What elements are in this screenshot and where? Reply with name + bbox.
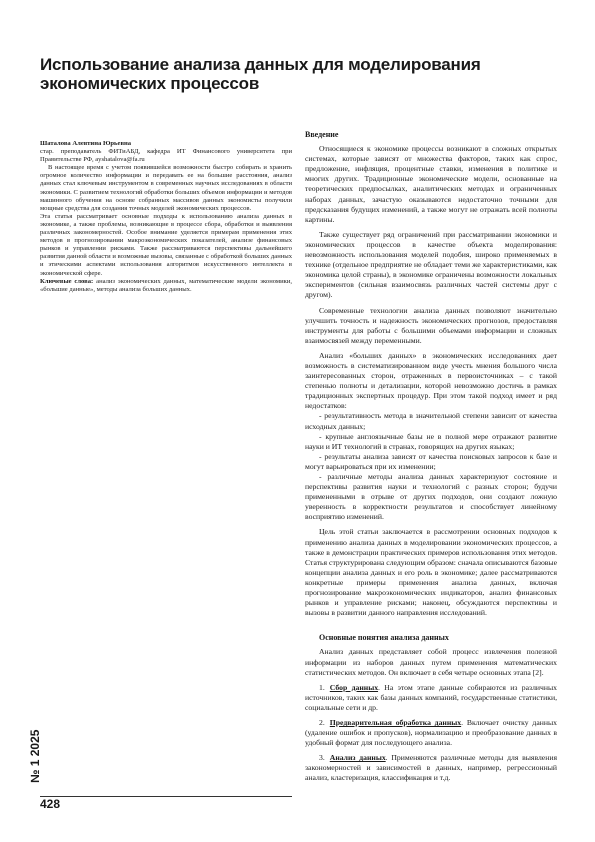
item-number: 2. bbox=[319, 717, 325, 727]
article-title: Использование анализа данных для моделирования экономических процессов bbox=[40, 55, 481, 93]
list-item: - результаты анализа зависят от качества поисковых запросов к базе и могут варьироваться при их изменении; bbox=[305, 451, 557, 471]
abstract-column bbox=[40, 140, 292, 294]
author-affiliation: стар. преподаватель ФИТиАБД, кафедра ИТ Финансового университета при Правительстве РФ, ayshatalova@fa.ru bbox=[40, 148, 292, 164]
intro-paragraph: Также существует ряд ограничений при рассматривании экономики и экономических процессов в качестве объекта моделирования: невозможность использования моделей подобия, широко применяемых в технике (отдельное предприятие не обладает теми же характеристиками, как экономика целой страны), в экономике ограничены возможности локальных экспериментов (сильная взаимосвязь различных частей системы друг с другом). bbox=[305, 229, 557, 300]
footer-divider bbox=[40, 796, 292, 797]
keywords-label: Ключевые слова: bbox=[40, 277, 94, 285]
author-name: Шаталова Алевтина Юрьевна bbox=[40, 140, 132, 147]
page-number: 428 bbox=[40, 797, 61, 811]
item-term: Предварительная обработка данных bbox=[329, 717, 462, 727]
intro-paragraph: Анализ «больших данных» в экономических исследованиях дает возможность в систематизированном виде учесть мнения большого числа заинтересованных сторон, отраженных в первоисточниках – с такой степенью полноты и детализации, которой невозможно достичь в рамках традиционных экспертных процедур. При этом такой подход имеет и ряд недостатков: bbox=[305, 350, 557, 411]
intro-heading: Введение bbox=[305, 130, 339, 139]
numbered-item bbox=[305, 718, 557, 748]
numbered-item bbox=[305, 683, 557, 713]
item-term: Анализ данных bbox=[329, 753, 386, 763]
item-number: 3. bbox=[319, 753, 325, 763]
keywords-text: анализ экономических данных, математические модели экономики, «большие данные», методы анализа больших данных. bbox=[40, 277, 293, 293]
intro-paragraph: Цель этой статьи заключается в рассмотрении основных подходов к применению анализа данных в моделировании экономических процессов, а также в демонстрации практических примеров использования этих методов. Статья структурирована следующим образом: сначала описываются базовые концепции анализа данных и его роль в экономике; далее рассматриваются конкретные примеры применения анализа данных, включая прогнозирование макроэкономических индикаторов, анализ финансовых рынков и управление рисками; наконец, обсуждаются перспективы и вызовы в развитии данного направления исследований. bbox=[305, 527, 557, 618]
body-column bbox=[305, 130, 557, 789]
intro-paragraph: Относящиеся к экономике процессы возникают в сложных открытых системах, которые зависят от множества факторов, таких как спрос, предложение, инфляция, процентные ставки, изменения в политике и многих других. Традиционные экономические модели, основанные на теоретических предпосылках, аналитических методах и ограниченных наборах данных, зачастую оказываются недостаточно точными для предсказания будущих изменений, а также могут не отражать всей полноты картины. bbox=[305, 144, 557, 224]
keywords bbox=[40, 278, 292, 294]
abstract-paragraph: В настоящее время с учетом появившейся возможности быстро собирать и хранить огромное количество информации и передавать ее на большие расстояния, анализ данных стал ключевым инструментом в современных научных исследованиях в области экономики. С развитием технологий обработки больших объемов информации и методов машинного обучения на основе собранных массивов данных экономисты получили мощные средства для создания точных моделей экономических процессов. bbox=[40, 164, 292, 212]
basics-heading: Основные понятия анализа данных bbox=[319, 633, 449, 643]
item-text: . Применяются различные методы для выявления закономерностей и зависимостей в данных, например, регрессионный анализ, кластеризация, классификация и т.д. bbox=[305, 753, 557, 783]
basics-intro: Анализ данных представляет собой процесс извлечения полезной информации из наборов данных путем применения математических статистических методов. Он включает в себя четыре основных этапа [2]. bbox=[305, 647, 557, 677]
item-text: . Включает очистку данных (удаление ошибок и пропусков), нормализацию и преобразование данных в удобный формат для последующего анализа. bbox=[305, 717, 557, 748]
list-item: - различные методы анализа данных характеризуют состояние и перспективы развития науки и технологий с разных сторон; будучи примененными в отрыве от других подходов, они создают ложную уверенность в корректности результатов и способствует линейному восприятию изменений. bbox=[305, 472, 557, 522]
intro-paragraph: Современные технологии анализа данных позволяют значительно улучшить точность и надежность экономических прогнозов, предоставляя инструменты для работы с большими объемами информации и сложных взаимосвязей между переменными. bbox=[305, 305, 557, 345]
list-item: - крупные англоязычные базы не в полной мере отражают развитие науки и ИТ технологий в странах, говорящих на других языках; bbox=[305, 431, 557, 451]
item-term: Сбор данных bbox=[329, 682, 379, 692]
item-text: . На этом этапе данные собираются из различных источников, таких как базы данных компаний, государственные статистики, социальные сети и др. bbox=[305, 682, 558, 712]
item-number: 1. bbox=[319, 682, 325, 692]
journal-issue-label: № 1 2025 bbox=[28, 729, 42, 783]
abstract-paragraph: Эта статья рассматривает основные подходы к использованию анализа данных в экономике, а также проблемы, возникающие в процессе сбора, обработки и выявления различных закономерностей. Особое внимание уделяется примерам применения этих методов в прогнозировании макроэкономических показателей, анализе финансовых рынков и управлении рисками. Также рассматриваются перспективы дальнейшего развития данной области и возможные вызовы, связанные с обработкой больших данных и этическими аспектами использования алгоритмов искусственного интеллекта в экономической сфере. bbox=[40, 212, 292, 277]
numbered-item bbox=[305, 753, 557, 783]
list-item: - результативность метода в значительной степени зависит от качества исходных данных; bbox=[305, 411, 557, 431]
